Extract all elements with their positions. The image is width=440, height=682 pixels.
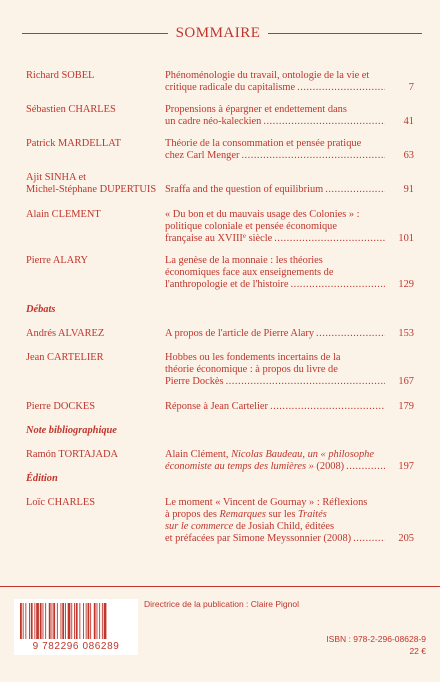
entry-page: 205 [398,533,414,544]
barcode [14,599,138,655]
barcode-bar [43,603,44,639]
entry-page: 7 [408,82,414,93]
entry-author: Jean CARTELIER [26,352,104,363]
barcode-bar [23,603,24,639]
entry-page: 91 [403,184,414,195]
barcode-bar [71,603,72,639]
entry-author: Loïc CHARLES [26,497,95,508]
entry-page: 63 [403,150,414,161]
section-heading-note: Note bibliographique [26,425,117,436]
barcode-bar [49,603,51,639]
entry-title: Réponse à Jean Cartelier ..... [165,401,385,413]
barcode-bar [86,603,87,639]
barcode-bar [61,603,62,639]
barcode-bar [102,603,103,639]
section-heading-edition: Édition [26,473,58,484]
barcode-bar [40,603,42,639]
entry-author: Pierre DOCKES [26,401,95,412]
entry-author: Ramón TORTAJADA [26,449,118,460]
entry-author: Alain CLEMENT [26,209,101,220]
entry-title: Phénoménologie du travail, ontologie de la vie et critique radicale du capitalisme ..... [165,70,385,94]
entry-title: Alain Clément, Nicolas Baudeau, un « philosophe économiste au temps des lumières » (2008) ..... [165,449,385,473]
barcode-number: 9 782296 086289 [32,641,120,652]
barcode-bar [45,603,46,639]
barcode-bar [65,603,66,639]
entry-title: Le moment « Vincent de Gournay » : Réflexions à propos des Remarques sur les Traités sur le commerce de Josiah Child, éditées et préfacées par Simone Meyssonnier (2008) ..... [165,497,385,545]
barcode-bars [18,603,134,641]
entry-title: A propos de l'article de Pierre Alary ..... [165,328,385,340]
barcode-bar [29,603,30,639]
barcode-bar [20,603,22,639]
barcode-bar [97,603,98,639]
title-row [22,24,422,44]
entry-author: Patrick MARDELLAT [26,138,121,149]
barcode-bar [57,603,58,639]
entry-page: 197 [398,461,414,472]
isbn: ISBN : 978-2-296-08628-9 [326,634,426,644]
entry-title: « Du bon et du mauvais usage des Colonies » : politique coloniale et pensée économique française au XVIIIe siècle ..... [165,209,385,245]
barcode-bar [88,603,90,639]
entry-page: 153 [398,328,414,339]
entry-title: Propensions à épargner et endettement dans un cadre néo-kaleckien ..... [165,104,385,128]
barcode-bar [79,603,80,639]
footer-divider [0,586,440,587]
entry-page: 167 [398,376,414,387]
barcode-bar [68,603,71,639]
barcode-bar [52,603,53,639]
price: 22 € [409,646,426,656]
barcode-bar [74,603,75,639]
title-rule-right [268,33,422,34]
barcode-bar [31,603,33,639]
barcode-bar [53,603,55,639]
entry-page: 129 [398,279,414,290]
entry-page: 179 [398,401,414,412]
entry-title: Hobbes ou les fondements incertains de la théorie économique : à propos du livre de Pierre Dockès ..... [165,352,385,388]
entry-title: Sraffa and the question of equilibrium ..... [165,184,385,196]
barcode-bar [94,603,96,639]
barcode-bar [83,603,84,639]
barcode-bar [104,603,107,639]
entry-author: Ajit SINHA et Michel-Stéphane DUPERTUIS [26,172,157,195]
entry-page: 41 [403,116,414,127]
barcode-bar [99,603,100,639]
publication-director: Directrice de la publication : Claire Pignol [144,599,299,609]
title-rule-left [22,33,168,34]
entry-author: Richard SOBEL [26,70,95,81]
barcode-bar [36,603,39,639]
entry-title: La genèse de la monnaie : les théories économiques face aux enseignements de l'anthropologie et de l'histoire ..... [165,255,385,291]
barcode-bar [62,603,64,639]
page-title: SOMMAIRE [175,25,261,41]
entry-title: Théorie de la consommation et pensée pratique chez Carl Menger ..... [165,138,385,162]
barcode-bar [76,603,78,639]
entry-author: Andrés ALVAREZ [26,328,105,339]
barcode-bar [25,603,26,639]
entry-author: Pierre ALARY [26,255,89,266]
entry-author: Sébastien CHARLES [26,104,116,115]
barcode-bar [90,603,91,639]
barcode-bar [34,603,35,639]
entry-page: 101 [398,233,414,244]
section-heading-debats: Débats [26,304,56,315]
